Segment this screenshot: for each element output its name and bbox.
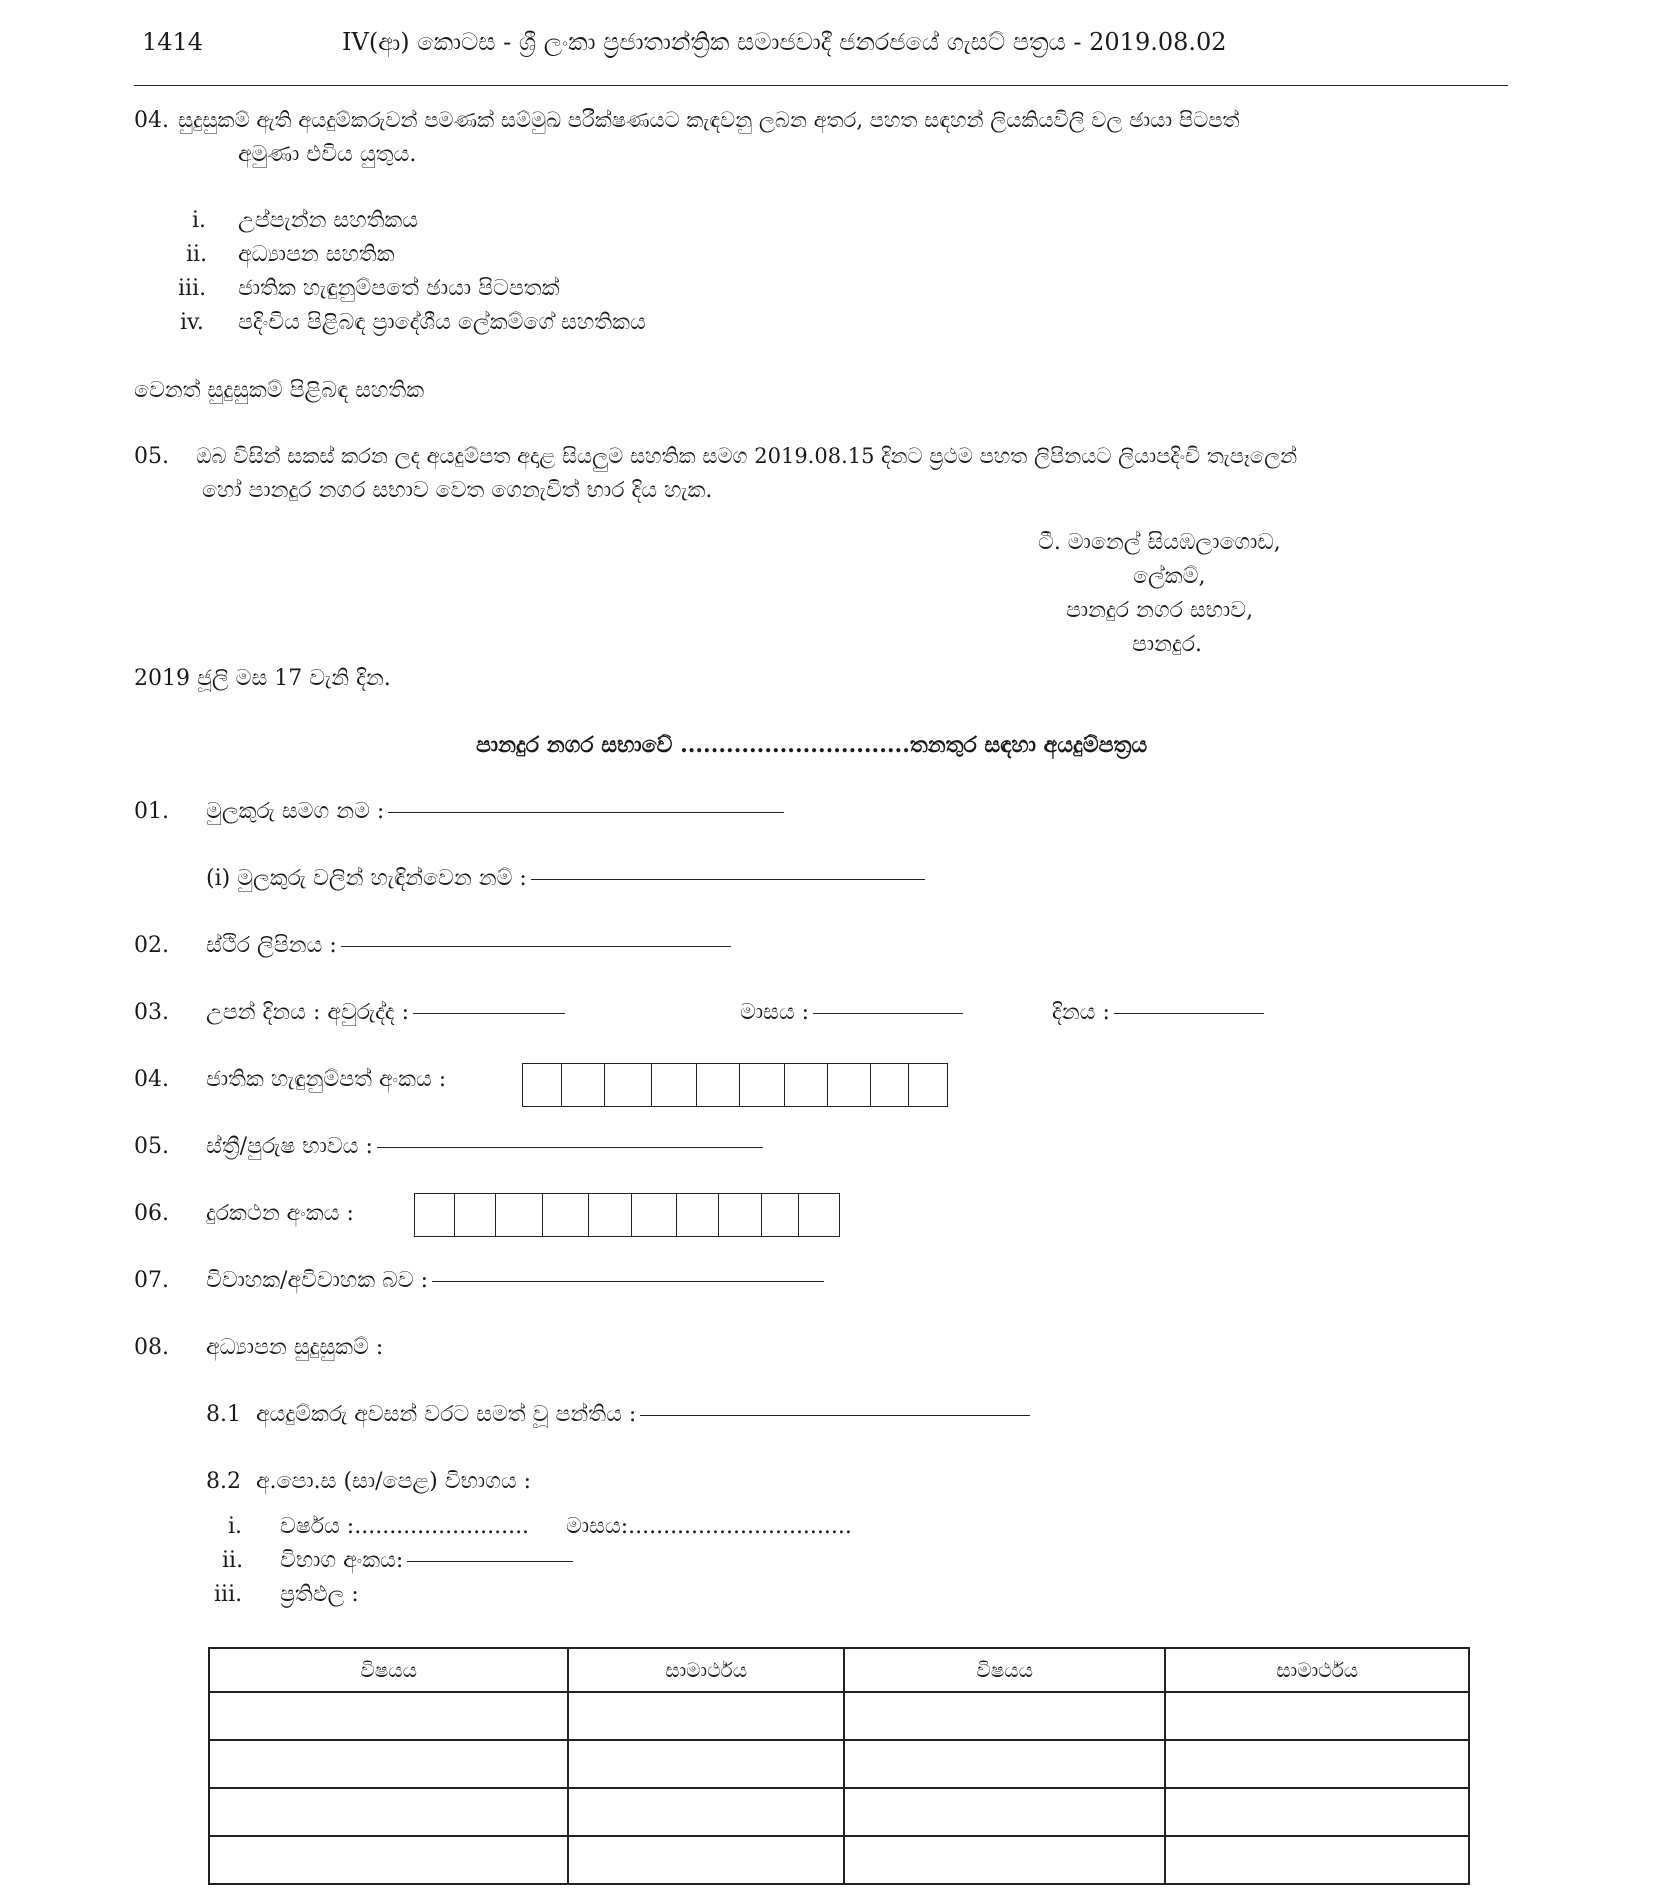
dob-month-label: මාසය :: [740, 1000, 810, 1025]
doc-item-text: ජාතික හැඳුනුම්පතේ ඡායා පිටපතක්: [238, 276, 560, 301]
section-05-text-line1: ඔබ විසින් සකස් කරන ලද අයදුම්පත අදාළ සියලුම සහතික සමග 2019.08.15 දිනට ප්‍රථම පහත ලිපිනයට ලියාපදිංචි තැපෑලෙන්: [196, 444, 1298, 468]
last-class-passed-field[interactable]: [256, 1402, 1030, 1427]
subject-column-header: විෂයය: [209, 1648, 568, 1692]
page-number: 1414: [142, 28, 204, 56]
last-class-passed-line: [640, 1414, 1030, 1416]
telephone-number-label: දුරකථන අංකය :: [206, 1201, 354, 1226]
header-rule: [134, 85, 1508, 86]
name-with-initials-line: [388, 811, 784, 813]
notice-date: 2019 ජූලි මස 17 වැනි දින.: [134, 666, 391, 691]
marital-status-label: විවාහක/අවිවාහක බව :: [206, 1268, 429, 1293]
form-subfield-number: 8.1: [206, 1402, 241, 1427]
table-row: [209, 1788, 1469, 1836]
section-05-number: 05.: [134, 444, 169, 469]
exam-item-number: ii.: [222, 1548, 244, 1573]
form-field-number: 07.: [134, 1268, 169, 1293]
form-field-number: 04.: [134, 1067, 169, 1092]
table-cell[interactable]: [209, 1836, 568, 1884]
name-denoted-by-initials-line: [531, 878, 925, 880]
table-cell[interactable]: [209, 1740, 568, 1788]
dob-day-label: දිනය :: [1052, 1000, 1110, 1025]
table-cell[interactable]: [568, 1692, 844, 1740]
doc-item-text: උප්පැන්න සහතිකය: [238, 208, 419, 233]
table-cell[interactable]: [1165, 1836, 1469, 1884]
table-cell[interactable]: [844, 1836, 1165, 1884]
permanent-address-label: ස්ථිර ලිපිනය :: [206, 933, 337, 958]
gazette-header-title: IV(ආ) කොටස - ශ්‍රී ලංකා ප්‍රජාතාන්ත්‍රික සමාජවාදී ජනරජයේ ගැසට් පත්‍රය - 2019.08.02: [342, 28, 1227, 56]
name-denoted-by-initials-label: (i) මුලකුරු වලින් හැඳින්වෙන නම් :: [206, 866, 527, 891]
grade-column-header: සාමාර්ථය: [568, 1648, 844, 1692]
exam-item-number: i.: [228, 1514, 243, 1539]
dob-month-line: [813, 1012, 963, 1014]
table-cell[interactable]: [209, 1692, 568, 1740]
doc-item-text: අධ්‍යාපන සහතික: [238, 242, 395, 267]
table-cell[interactable]: [568, 1836, 844, 1884]
table-cell[interactable]: [1165, 1788, 1469, 1836]
gender-line: [377, 1146, 763, 1148]
form-field-number: 06.: [134, 1201, 169, 1226]
signatory-name: ටී. මානෙල් සියඹලාගොඩ,: [1038, 530, 1281, 555]
last-class-passed-label: අයදුම්කරු අවසන් වරට සමත් වූ පන්තිය :: [256, 1402, 637, 1427]
table-cell[interactable]: [1165, 1692, 1469, 1740]
exam-results-label: ප්‍රතිඵල :: [280, 1582, 359, 1607]
table-cell[interactable]: [844, 1692, 1165, 1740]
table-cell[interactable]: [1165, 1740, 1469, 1788]
table-cell[interactable]: [568, 1788, 844, 1836]
table-row: [209, 1740, 1469, 1788]
table-cell[interactable]: [568, 1740, 844, 1788]
results-table-header-row: [209, 1648, 1469, 1692]
gender-field[interactable]: [206, 1134, 763, 1159]
telephone-number-boxes[interactable]: [414, 1193, 840, 1237]
exam-index-number-field[interactable]: [280, 1548, 573, 1573]
marital-status-field[interactable]: [206, 1268, 824, 1293]
form-field-number: 01.: [134, 799, 169, 824]
form-subfield-number: 8.2: [206, 1469, 241, 1494]
table-cell[interactable]: [844, 1788, 1165, 1836]
section-04-text-line1: සුදුසුකම් ඇති අයදුම්කරුවන් පමණක් සම්මුඛ පරීක්ෂණයට කැඳවනු ලබන අතර, පහත සඳහන් ලියකියවිලි වල ඡායා පිටපත්: [178, 108, 1240, 132]
exam-year-field[interactable]: වර්ෂය :.........................: [280, 1514, 530, 1539]
other-certificates-text: වෙනත් සුදුසුකම් පිළිබඳ සහතික: [134, 378, 425, 403]
doc-item-number: ii.: [186, 242, 208, 267]
signatory-title: ලේකම්,: [1133, 564, 1206, 589]
grade-column-header: සාමාර්ථය: [1165, 1648, 1469, 1692]
table-row: [209, 1692, 1469, 1740]
permanent-address-field[interactable]: [206, 933, 731, 958]
dob-year-label: උපන් දිනය : අවුරුද්ද :: [206, 1000, 410, 1025]
form-field-number: 03.: [134, 1000, 169, 1025]
gce-ol-exam-label: අ.පො.ස (සා/පෙළ) විභාගය :: [256, 1469, 532, 1494]
name-denoted-by-initials-field[interactable]: [206, 866, 925, 891]
doc-item-number: iv.: [180, 310, 204, 335]
dob-month-field[interactable]: [740, 1000, 963, 1025]
dob-day-line: [1114, 1012, 1264, 1014]
form-title: පානදුර නගර සභාවේ ..............................තනතුර සඳහා අයදුම්පත්‍රය: [476, 732, 1148, 758]
nic-number-boxes[interactable]: [522, 1063, 948, 1107]
exam-item-number: iii.: [214, 1582, 243, 1607]
section-04-text-line2: අමුණා එවිය යුතුය.: [238, 142, 417, 167]
results-table: [208, 1647, 1470, 1885]
table-row: [209, 1836, 1469, 1884]
name-with-initials-field[interactable]: [206, 799, 784, 824]
gender-label: ස්ත්‍රී/පුරුෂ භාවය :: [206, 1134, 373, 1159]
subject-column-header: විෂයය: [844, 1648, 1165, 1692]
dob-year-line: [413, 1012, 565, 1014]
section-04-number: 04.: [134, 108, 169, 133]
educational-qualifications-label: අධ්‍යාපන සුදුසුකම් :: [206, 1335, 384, 1360]
signatory-organization: පානදුර නගර සභාව,: [1066, 598, 1254, 623]
nic-number-label: ජාතික හැඳුනුම්පත් අංකය :: [206, 1067, 447, 1092]
doc-item-text: පදිංචිය පිළිබඳ ප්‍රාදේශීය ලේකම්ගේ සහතිකය: [238, 310, 646, 335]
form-field-number: 05.: [134, 1134, 169, 1159]
section-05-text-line2: හෝ පානදුර නගර සභාව වෙත ගෙනැවිත් භාර දිය හැක.: [202, 478, 713, 503]
table-cell[interactable]: [209, 1788, 568, 1836]
table-cell[interactable]: [844, 1740, 1165, 1788]
exam-index-number-label: විභාග අංකය:: [280, 1548, 404, 1573]
form-field-number: 02.: [134, 933, 169, 958]
marital-status-line: [432, 1280, 824, 1282]
form-field-number: 08.: [134, 1335, 169, 1360]
exam-index-number-line: [407, 1560, 573, 1562]
signatory-place: පානදුර.: [1132, 632, 1203, 657]
dob-year-field[interactable]: [206, 1000, 565, 1025]
doc-item-number: iii.: [178, 276, 207, 301]
doc-item-number: i.: [192, 208, 207, 233]
dob-day-field[interactable]: [1052, 1000, 1264, 1025]
exam-month-field[interactable]: මාසය:................................: [566, 1514, 852, 1539]
permanent-address-line: [341, 945, 731, 947]
name-with-initials-label: මුලකුරු සමග නම :: [206, 799, 385, 824]
